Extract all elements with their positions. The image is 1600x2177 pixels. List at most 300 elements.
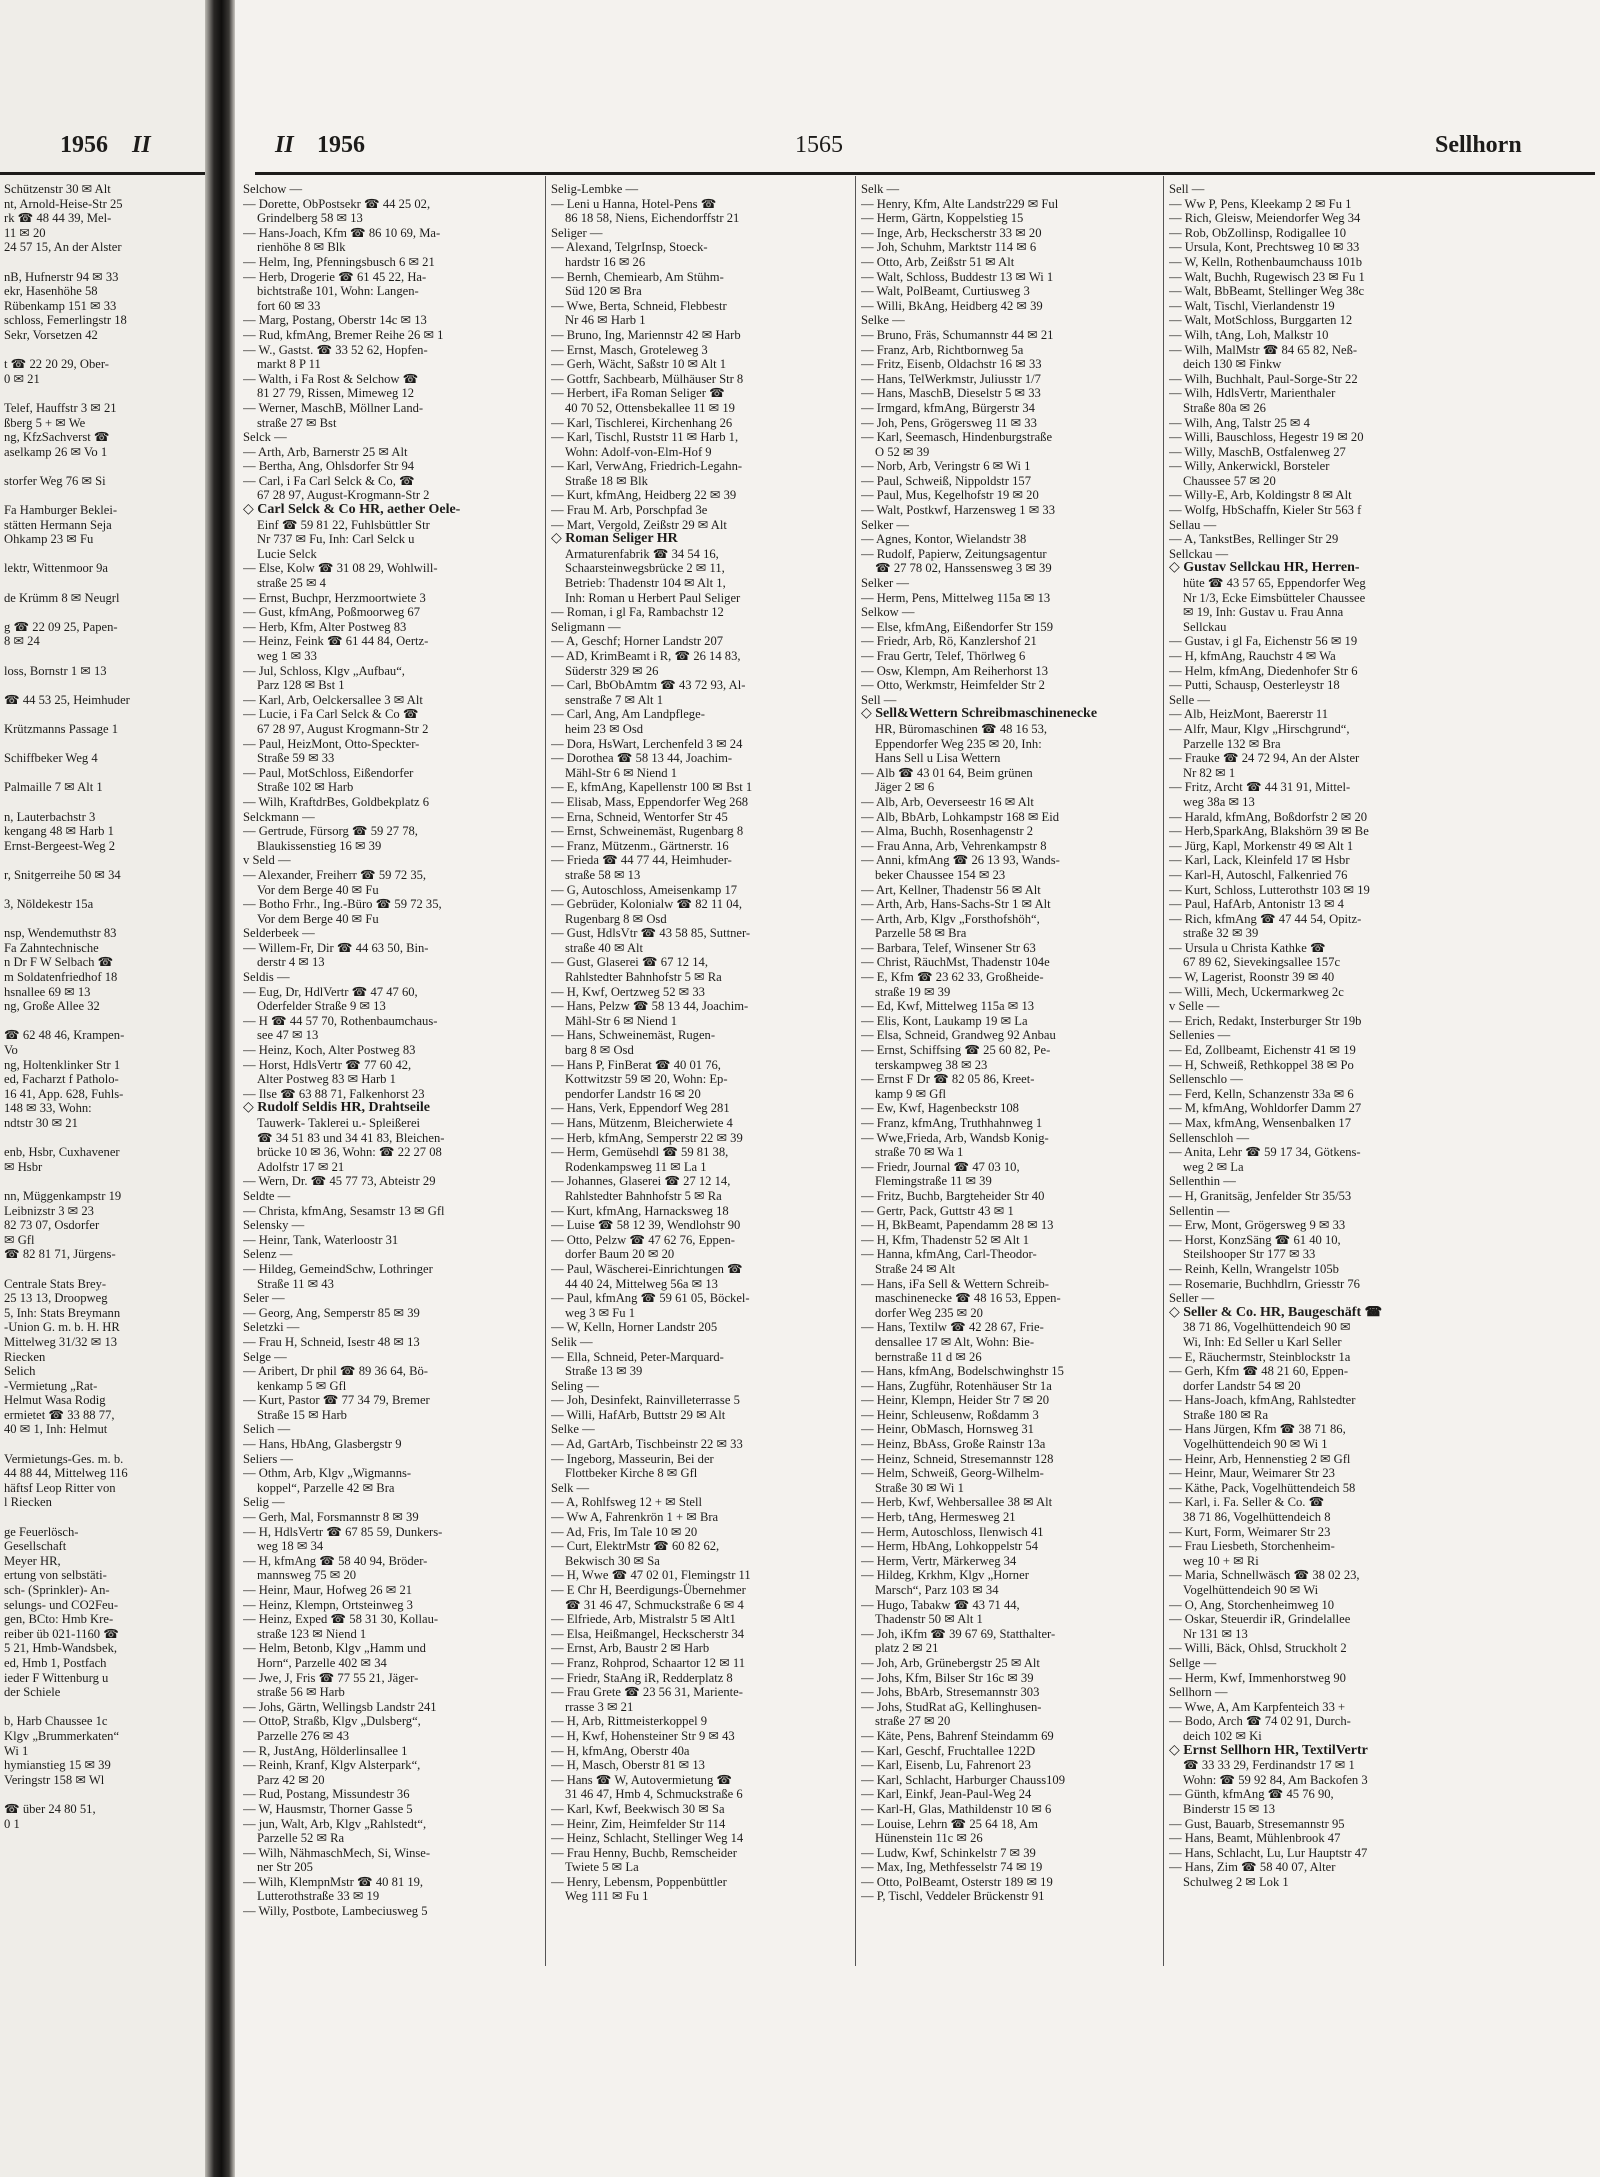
left-text-line: 8 ✉ 24	[4, 634, 40, 649]
column-separator	[1163, 176, 1164, 1966]
left-text-line	[4, 707, 204, 722]
directory-entry-line: — Frau Anna, Arb, Vehrenkampstr 8	[861, 838, 1047, 853]
directory-entry-line: — H, Granitsäg, Jenfelder Str 35/53	[1169, 1188, 1352, 1203]
directory-entry-line: — Herb, Drogerie ☎ 61 45 22, Ha-	[243, 269, 427, 284]
left-text-line: 40 ✉ 1, Inh: Helmut	[4, 1422, 108, 1437]
left-text-line: 148 ✉ 33, Wohn:	[4, 1101, 92, 1116]
directory-entry-line: — H, kfmAng, Rauchstr 4 ✉ Wa	[1169, 649, 1336, 663]
directory-entry-line: — Alfr, Maur, Klgv „Hirschgrund“,	[1169, 721, 1350, 736]
directory-entry-line: koppel“, Parzelle 42 ✉ Bra	[257, 1480, 395, 1495]
directory-entry-line: Weg 111 ✉ Fu 1	[565, 1889, 649, 1904]
directory-entry-line: — Karl, Kwf, Beekwisch 30 ✉ Sa	[551, 1801, 725, 1816]
directory-entry-line: — Frieda ☎ 44 77 44, Heimhuder-	[551, 853, 732, 868]
directory-entry-line: dorfer Landstr 54 ✉ 20	[1183, 1378, 1301, 1393]
directory-entry-line: — Heinz, BbAss, Große Rainstr 13a	[861, 1437, 1046, 1452]
directory-entry-line: deich 130 ✉ Finkw	[1183, 357, 1282, 372]
directory-entry-line: Sellge —	[1169, 1655, 1217, 1670]
directory-entry-line: Adolfstr 17 ✉ 21	[257, 1159, 345, 1174]
directory-entry-line: — E, Räuchermstr, Steinblockstr 1a	[1169, 1349, 1351, 1364]
directory-entry-line: — Curt, ElektrMstr ☎ 60 82 62,	[551, 1539, 720, 1554]
directory-entry-line: — Willem-Fr, Dir ☎ 44 63 50, Bin-	[243, 940, 429, 955]
left-text-line	[4, 1174, 204, 1189]
left-text-line: Mittelweg 31/32 ✉ 13	[4, 1334, 118, 1349]
directory-entry-line: — Wilh, tAng, Loh, Malkstr 10	[1169, 327, 1329, 342]
directory-entry-line: — Louise, Lehrn ☎ 25 64 18, Am	[861, 1816, 1038, 1831]
directory-entry-line: ☎ 33 33 29, Ferdinandstr 17 ✉ 1	[1183, 1758, 1355, 1773]
directory-entry-line: Schulweg 2 ✉ Lok 1	[1183, 1874, 1289, 1889]
directory-entry-line: — Maria, Schnellwäsch ☎ 38 02 23,	[1169, 1568, 1360, 1583]
directory-entry-line: — Franz, Arb, Richtbornweg 5a	[861, 342, 1024, 357]
directory-entry-line: Sell —	[1169, 182, 1205, 196]
directory-entry-line: — E Chr H, Beerdigungs-Übernehmer	[551, 1583, 746, 1597]
directory-entry-line: — Otto, Arb, Zeißstr 51 ✉ Alt	[861, 254, 1015, 269]
directory-entry-line: — Wilh, KraftdrBes, Goldbekplatz 6	[243, 794, 430, 809]
directory-entry-line: — Hans, Schweinemäst, Rugen-	[551, 1028, 716, 1043]
directory-entry-line: — Hans P, FinBerat ☎ 40 01 76,	[551, 1057, 721, 1072]
directory-entry-line: Seller —	[1169, 1291, 1215, 1306]
directory-entry-line: Parzelle 132 ✉ Bra	[1183, 736, 1281, 751]
directory-entry-line: — Herb, Kfm, Alter Postweg 83	[243, 619, 407, 634]
directory-entry-line: dorfer Baum 20 ✉ 20	[565, 1247, 675, 1262]
directory-entry-line: densallee 17 ✉ Alt, Wohn: Bie-	[875, 1334, 1035, 1349]
directory-entry-line: — Ernst F Dr ☎ 82 05 86, Kreet-	[861, 1072, 1035, 1087]
directory-entry-line: — Helm, kfmAng, Diedenhofer Str 6	[1169, 663, 1358, 678]
directory-entry-line: — Luise ☎ 58 12 39, Wendlohstr 90	[551, 1218, 741, 1233]
directory-entry-line: Nr 46 ✉ Harb 1	[565, 313, 646, 328]
directory-entry-line: — Herb, Kwf, Wehbersallee 38 ✉ Alt	[861, 1495, 1053, 1510]
directory-entry-line: — Ernst, Arb, Baustr 2 ✉ Harb	[551, 1641, 710, 1656]
directory-entry-line: — Friedr, StaAng iR, Redderplatz 8	[551, 1670, 733, 1685]
directory-entry-line: Sellentin —	[1169, 1203, 1230, 1218]
directory-entry-line: — Herb, kfmAng, Semperstr 22 ✉ 39	[551, 1130, 743, 1145]
directory-entry-line: Selig —	[243, 1495, 285, 1510]
directory-entry-line: — Henry, Kfm, Alte Landstr229 ✉ Ful	[861, 196, 1059, 211]
directory-entry-line: — Kurt, kfmAng, Heidberg 22 ✉ 39	[551, 488, 737, 503]
left-text-line: g ☎ 22 09 25, Papen-	[4, 619, 118, 634]
directory-entry-line: kamp 9 ✉ Gfl	[875, 1086, 947, 1101]
directory-entry-line: — E, kfmAng, Kapellenstr 100 ✉ Bst 1	[551, 780, 753, 795]
directory-entry-line: — Ad, Fris, Im Tale 10 ✉ 20	[551, 1524, 698, 1539]
left-text-line: 5, Inh: Stats Breymann	[4, 1305, 121, 1320]
directory-entry-line: — Heinz, Exped ☎ 58 31 30, Kollau-	[243, 1612, 439, 1627]
directory-entry-line: — Hildeg, Krkhm, Klgv „Horner	[861, 1568, 1029, 1583]
directory-entry-line: — Oskar, Steuerdir iR, Grindelallee	[1169, 1612, 1351, 1627]
directory-entry-line: Thadenstr 50 ✉ Alt 1	[875, 1612, 983, 1627]
directory-entry-line: — Horst, KonzSäng ☎ 61 40 10,	[1169, 1232, 1341, 1247]
directory-entry-line: — AD, KrimBeamt i R, ☎ 26 14 83,	[551, 649, 741, 663]
column-2	[551, 182, 851, 1904]
directory-entry-line: — Ursula, Kont, Prechtsweg 10 ✉ 33	[1169, 240, 1360, 255]
directory-entry-line: ◇ Sell&Wettern Schreibmaschinenecke	[861, 707, 1098, 722]
left-text-line	[4, 883, 204, 898]
directory-entry-line: Mähl-Str 6 ✉ Niend 1	[565, 765, 677, 780]
directory-entry-line: — Frau H, Schneid, Isestr 48 ✉ 13	[243, 1334, 420, 1349]
directory-entry-line: — Kurt, Schloss, Lutterothstr 103 ✉ 19	[1169, 882, 1370, 897]
directory-entry-line: — Karl, Einkf, Jean-Paul-Weg 24	[861, 1787, 1032, 1802]
directory-entry-line: — Herm, HbAng, Lohkoppelstr 54	[861, 1539, 1038, 1554]
directory-entry-line: Rahlstedter Bahnhofstr 5 ✉ Ra	[565, 1188, 722, 1203]
directory-entry-line: — Carl, Ang, Am Landpflege-	[551, 707, 705, 722]
directory-entry-line: Betrieb: Thadenstr 104 ✉ Alt 1,	[565, 576, 726, 591]
directory-entry-line: — Ed, Kwf, Mittelweg 115a ✉ 13	[861, 999, 1035, 1014]
directory-entry-line: — Carl, i Fa Carl Selck & Co, ☎	[243, 473, 415, 488]
page-number: 1565	[795, 132, 843, 158]
directory-entry-line: — Hans, Textilw ☎ 42 28 67, Frie-	[861, 1320, 1044, 1335]
left-text-line: Vermietungs-Ges. m. b.	[4, 1451, 124, 1466]
left-text-line: ekr, Hasenhöhe 58	[4, 284, 98, 299]
directory-entry-line: Selchow —	[243, 182, 303, 196]
directory-entry-line: — Ww A, Fahrenkrön 1 + ✉ Bra	[551, 1510, 719, 1525]
directory-entry-line: — Jürg, Kapl, Morkenstr 49 ✉ Alt 1	[1169, 838, 1354, 853]
directory-entry-line: — Gust, Glaserei ☎ 67 12 14,	[551, 955, 708, 970]
directory-entry-line: — Else, Kolw ☎ 31 08 29, Wohlwill-	[243, 561, 438, 576]
left-text-line: Ernst-Bergeest-Weg 2	[4, 838, 116, 853]
directory-entry-line: — Werner, MaschB, Möllner Land-	[243, 400, 424, 415]
directory-entry-line: — Willi, BkAng, Heidberg 42 ✉ 39	[861, 298, 1043, 313]
directory-entry-line: — Walt, MotSchloss, Burggarten 12	[1169, 313, 1353, 328]
directory-entry-line: — Alma, Buchh, Rosenhagenstr 2	[861, 824, 1034, 839]
directory-entry-line: — Wwe,Frieda, Arb, Wandsb Konig-	[861, 1130, 1049, 1145]
directory-entry-line: — Hans Jürgen, Kfm ☎ 38 71 86,	[1169, 1422, 1346, 1437]
directory-entry-line: Straße 59 ✉ 33	[257, 751, 335, 766]
directory-entry-line: — Heinz, Feink ☎ 61 44 84, Oertz-	[243, 634, 429, 649]
left-text-line: ☎ über 24 80 51,	[4, 1801, 96, 1816]
header-name: Sellhorn	[1435, 132, 1522, 158]
left-text-line: aselkamp 26 ✉ Vo 1	[4, 444, 108, 459]
directory-entry-line: — Ernst, Buchpr, Herzmoortwiete 3	[243, 590, 426, 605]
directory-entry-line: — Walt, PolBeamt, Curtiusweg 3	[861, 284, 1030, 299]
header-roman: II	[275, 132, 294, 158]
directory-entry-line: mannsweg 75 ✉ 20	[257, 1568, 357, 1583]
directory-entry-line: — P, Tischl, Veddeler Brückenstr 91	[861, 1889, 1045, 1904]
directory-entry-line: 31 46 47, Hmb 4, Schmuckstraße 6	[565, 1787, 743, 1802]
directory-entry-line: — Wilh, Buchhalt, Paul-Sorge-Str 22	[1169, 371, 1358, 386]
directory-entry-line: — Kurt, Form, Weimarer Str 23	[1169, 1524, 1331, 1539]
directory-entry-line: — Elsa, Schneid, Grandweg 92 Anbau	[861, 1028, 1056, 1043]
directory-entry-line: — Gust, Bauarb, Stresemannstr 95	[1169, 1816, 1345, 1831]
left-text-line: hymianstieg 15 ✉ 39	[4, 1758, 111, 1773]
directory-entry-line: — H, HdlsVertr ☎ 67 85 59, Dunkers-	[243, 1524, 443, 1539]
directory-entry-line: — H ☎ 44 57 70, Rothenbaumchaus-	[243, 1013, 438, 1028]
directory-entry-line: — Anni, kfmAng ☎ 26 13 93, Wands-	[861, 853, 1060, 868]
left-text-line: Sekr, Vorsetzen 42	[4, 327, 98, 342]
left-text-line	[4, 1787, 204, 1802]
directory-entry-line: — Anita, Lehr ☎ 59 17 34, Götkens-	[1169, 1145, 1361, 1160]
directory-entry-line: — Arth, Arb, Barnerstr 25 ✉ Alt	[243, 444, 408, 459]
left-text-line: loss, Bornstr 1 ✉ 13	[4, 663, 107, 678]
column-1	[243, 182, 541, 1919]
left-text-line: ge Feuerlösch-	[4, 1524, 79, 1539]
directory-entry-line: — Johannes, Glaserei ☎ 27 12 14,	[551, 1174, 731, 1189]
left-text-line: 25 13 13, Droopweg	[4, 1291, 108, 1306]
directory-entry-line: — Wilh, NähmaschMech, Si, Winse-	[243, 1845, 431, 1860]
directory-entry-line: — Karl, Arb, Oelckersallee 3 ✉ Alt	[243, 692, 423, 707]
left-text-line: 82 73 07, Osdorfer	[4, 1218, 100, 1233]
directory-entry-line: — H, Schweiß, Rethkoppel 38 ✉ Po	[1169, 1057, 1354, 1072]
directory-entry-line: Süderstr 329 ✉ 26	[565, 663, 659, 678]
directory-entry-line: Selderbeek —	[243, 926, 315, 941]
directory-entry-line: — Willi, HafArb, Buttstr 29 ✉ Alt	[551, 1407, 726, 1422]
directory-entry-line: Sellenschloh —	[1169, 1130, 1250, 1145]
directory-entry-line: — Barbara, Telef, Winsener Str 63	[861, 940, 1036, 955]
left-text-line: storfer Weg 76 ✉ Si	[4, 473, 106, 488]
directory-entry-line: — Ww P, Pens, Kleekamp 2 ✉ Fu 1	[1169, 196, 1352, 211]
directory-entry-line: — Erna, Schneid, Wentorfer Str 45	[551, 809, 728, 824]
directory-entry-line: — Heinz, Koch, Alter Postweg 83	[243, 1043, 416, 1058]
directory-entry-line: — Else, kfmAng, Eißendorfer Str 159	[861, 619, 1054, 634]
directory-entry-line: — Paul, MotSchloss, Eißendorfer	[243, 765, 414, 780]
directory-entry-line: Blaukissenstieg 16 ✉ 39	[257, 838, 382, 853]
directory-entry-line: — Fritz, Eisenb, Oldachstr 16 ✉ 33	[861, 357, 1042, 372]
directory-entry-line: — Paul, Schweiß, Nippoldstr 157	[861, 473, 1032, 488]
directory-entry-line: weg 18 ✉ 34	[257, 1539, 324, 1554]
left-text-line: Wi 1	[4, 1743, 29, 1758]
directory-entry-line: — Jul, Schloss, Klgv „Aufbau“,	[243, 663, 405, 678]
directory-entry-line: Selk —	[551, 1480, 590, 1495]
directory-entry-line: — Alb, BbArb, Lohkampstr 168 ✉ Eid	[861, 809, 1060, 824]
directory-entry-line: — Herm, Vertr, Märkerweg 34	[861, 1553, 1017, 1568]
directory-entry-line: — Walt, Buchh, Rugewisch 23 ✉ Fu 1	[1169, 269, 1365, 284]
directory-entry-line: — Rud, kfmAng, Bremer Reihe 26 ✉ 1	[243, 327, 444, 342]
directory-entry-line: Inh: Roman u Herbert Paul Seliger	[565, 590, 741, 605]
directory-entry-line: Binderstr 15 ✉ 13	[1183, 1801, 1276, 1816]
directory-entry-line: — Erich, Redakt, Insterburger Str 19b	[1169, 1013, 1362, 1028]
directory-entry-line: — W, Hausmstr, Thorner Gasse 5	[243, 1801, 413, 1816]
directory-entry-line: — Karl, VerwAng, Friedrich-Legahn-	[551, 459, 743, 474]
directory-entry-line: Straße 15 ✉ Harb	[257, 1407, 347, 1422]
directory-entry-line: kenkamp 5 ✉ Gfl	[257, 1378, 347, 1393]
left-header-roman: II	[132, 132, 151, 158]
directory-entry-line: Flemingstraße 11 ✉ 39	[875, 1174, 992, 1189]
directory-entry-line: bernstraße 11 d ✉ 26	[875, 1349, 982, 1364]
directory-entry-line: Chaussee 57 ✉ 20	[1183, 473, 1276, 488]
directory-entry-line: — Paul, HeizMont, Otto-Speckter-	[243, 736, 420, 751]
directory-entry-line: — Ernst, Schiffsing ☎ 25 60 82, Pe-	[861, 1043, 1051, 1058]
directory-entry-line: senstraße 7 ✉ Alt 1	[565, 692, 663, 707]
directory-entry-line: weg 38a ✉ 13	[1183, 794, 1255, 809]
directory-entry-line: — Franz, kfmAng, Truthhahnweg 1	[861, 1116, 1043, 1130]
directory-entry-line: — Walth, i Fa Rost & Selchow ☎	[243, 371, 419, 386]
directory-entry-line: — Wilh, MalMstr ☎ 84 65 82, Neß-	[1169, 342, 1358, 357]
directory-entry-line: straße 58 ✉ 13	[565, 867, 641, 882]
directory-entry-line: — Hans, Zim ☎ 58 40 07, Alter	[1169, 1860, 1336, 1875]
directory-entry-line: — Osw, Klempn, Am Reiherhorst 13	[861, 663, 1049, 678]
directory-entry-line: Selig-Lembke —	[551, 182, 639, 196]
left-text-line	[4, 547, 204, 562]
directory-entry-line: — Hans, Schlacht, Lu, Lur Hauptstr 47	[1169, 1845, 1368, 1860]
directory-entry-line: Sellhorn —	[1169, 1685, 1228, 1700]
directory-entry-line: 40 70 52, Ottensbekallee 11 ✉ 19	[565, 400, 735, 415]
left-text-line: Vo	[4, 1043, 18, 1058]
directory-entry-line: — Elis, Kont, Laukamp 19 ✉ La	[861, 1013, 1028, 1028]
directory-entry-line: Straße 102 ✉ Harb	[257, 780, 354, 795]
directory-entry-line: — Hans-Joach, Kfm ☎ 86 10 69, Ma-	[243, 225, 441, 240]
directory-entry-line: — Herb, tAng, Hermesweg 21	[861, 1510, 1016, 1525]
left-text-line	[4, 912, 204, 927]
directory-entry-line: Sell —	[861, 692, 897, 707]
directory-entry-line: — Johs, Kfm, Bilser Str 16c ✉ 39	[861, 1670, 1034, 1685]
directory-entry-line: deich 102 ✉ Ki	[1183, 1728, 1262, 1743]
directory-entry-line: — Paul, Wäscherei-Einrichtungen ☎	[551, 1261, 743, 1276]
directory-entry-line: — Bernh, Chemiearb, Am Stühm-	[551, 269, 724, 284]
directory-entry-line: — H, Kfm, Thadenstr 52 ✉ Alt 1	[861, 1232, 1030, 1247]
directory-entry-line: platz 2 ✉ 21	[875, 1641, 939, 1656]
directory-entry-line: — Alb ☎ 43 01 64, Beim grünen	[861, 765, 1033, 780]
directory-entry-line: straße 19 ✉ 39	[875, 984, 951, 999]
directory-entry-line: — Frau Liesbeth, Storchenheim-	[1169, 1539, 1335, 1554]
directory-entry-line: ☎ 31 46 47, Schmuckstraße 6 ✉ 4	[565, 1597, 744, 1612]
directory-entry-line: — A, Rohlfsweg 12 + ✉ Stell	[551, 1495, 702, 1510]
left-text-line: hsnallee 69 ✉ 13	[4, 984, 91, 999]
directory-entry-line: — Johs, StudRat aG, Kellinghusen-	[861, 1699, 1042, 1714]
left-text-line: Leibnizstr 3 ✉ 23	[4, 1203, 94, 1218]
directory-entry-line: — Erw, Mont, Grögersweg 9 ✉ 33	[1169, 1218, 1346, 1233]
directory-entry-line: — Reinh, Kranf, Klgv Alsterpark“,	[243, 1758, 421, 1773]
left-text-line: ermietet ☎ 33 88 77,	[4, 1407, 115, 1422]
directory-entry-line: — Helm, Betonb, Klgv „Hamm und	[243, 1641, 426, 1656]
directory-entry-line: — Willi, Bäck, Ohlsd, Struckholt 2	[1169, 1641, 1347, 1656]
directory-entry-line: see 47 ✉ 13	[257, 1028, 319, 1043]
directory-entry-line: — Fritz, Buchb, Bargteheider Str 40	[861, 1188, 1045, 1203]
directory-entry-line: derstr 4 ✉ 13	[257, 955, 325, 970]
directory-entry-line: — Käte, Pens, Bahrenf Steindamm 69	[861, 1728, 1054, 1743]
directory-entry-line: — Gustav, i gl Fa, Eichenstr 56 ✉ 19	[1169, 634, 1358, 649]
directory-entry-line: — OttoP, Straßb, Klgv „Dulsberg“,	[243, 1714, 421, 1729]
left-text-line: Rübenkamp 151 ✉ 33	[4, 298, 117, 313]
directory-entry-line: Selk —	[861, 182, 900, 196]
directory-entry-line: — Herm, Gemüsehdl ☎ 59 81 38,	[551, 1145, 729, 1160]
directory-entry-line: Grindelberg 58 ✉ 13	[257, 211, 363, 226]
book-gutter	[205, 0, 235, 2177]
left-text-line: der Schiele	[4, 1685, 61, 1700]
directory-entry-line: — W, Kelln, Horner Landstr 205	[551, 1320, 718, 1335]
directory-entry-line: ner Str 205	[257, 1860, 313, 1875]
left-text-line: lektr, Wittenmoor 9a	[4, 561, 109, 576]
directory-entry-line: — Ingeborg, Masseurin, Bei der	[551, 1451, 714, 1466]
directory-entry-line: — Gerh, Mal, Forsmannstr 8 ✉ 39	[243, 1510, 419, 1525]
directory-entry-line: — Frau Gertr, Telef, Thörlweg 6	[861, 649, 1026, 663]
directory-entry-line: — Heinz, Schlacht, Stellinger Weg 14	[551, 1831, 744, 1846]
directory-entry-line: Wohn: ☎ 59 92 84, Am Backofen 3	[1183, 1772, 1368, 1787]
directory-entry-line: — Ursula u Christa Kathke ☎	[1169, 940, 1326, 955]
directory-entry-line: — Ferd, Kelln, Schanzenstr 33a ✉ 6	[1169, 1086, 1354, 1101]
directory-entry-line: — Joh, iKfm ☎ 39 67 69, Statthalter-	[861, 1626, 1056, 1641]
directory-entry-line: Jäger 2 ✉ 6	[875, 780, 935, 795]
directory-entry-line: — Franz, Rohprod, Schaartor 12 ✉ 11	[551, 1655, 746, 1670]
directory-entry-line: Rugenbarg 8 ✉ Osd	[565, 911, 667, 926]
directory-entry-line: straße 123 ✉ Niend 1	[257, 1626, 367, 1641]
left-text-line: 16 41, App. 628, Fuhls-	[4, 1086, 124, 1101]
directory-entry-line: Selenz —	[243, 1247, 293, 1262]
directory-entry-line: — Bodo, Arch ☎ 74 02 91, Durch-	[1169, 1714, 1351, 1729]
left-text-line: ✉ Hsbr	[4, 1159, 43, 1174]
directory-entry-line: — Otto, Werkmstr, Heimfelder Str 2	[861, 678, 1045, 693]
directory-entry-line: ◇ Seller & Co. HR, Baugeschäft ☎	[1169, 1305, 1383, 1320]
directory-entry-line: — Dorothea ☎ 58 13 44, Joachim-	[551, 751, 733, 766]
directory-entry-line: — H, Kwf, Oertzweg 52 ✉ 33	[551, 984, 705, 999]
left-text-line	[4, 1014, 204, 1029]
directory-entry-line: — Agnes, Kontor, Wielandstr 38	[861, 532, 1027, 547]
directory-entry-line: — Willy, Ankerwickl, Borsteler	[1169, 459, 1330, 474]
directory-entry-line: v Seld —	[243, 853, 291, 868]
directory-entry-line: — Karl-H, Glas, Mathildenstr 10 ✉ 6	[861, 1801, 1052, 1816]
directory-entry-line: — Willi, Mech, Uckermarkweg 2c	[1169, 984, 1344, 999]
left-text-line: Meyer HR,	[4, 1553, 61, 1568]
directory-entry-line: Wi, Inh: Ed Seller u Karl Seller	[1183, 1334, 1342, 1349]
directory-entry-line: — Wwe, A, Am Karpfenteich 33 +	[1169, 1699, 1346, 1714]
directory-entry-line: Lutterothstraße 33 ✉ 19	[257, 1889, 380, 1904]
directory-entry-line: Vor dem Berge 40 ✉ Fu	[257, 911, 379, 926]
left-text-line: ✉ Gfl	[4, 1232, 35, 1247]
left-text-line: ng, KfzSachverst ☎	[4, 430, 110, 445]
left-text-line: selungs- und CO2Feu-	[4, 1597, 119, 1612]
left-text-line: Helmut Wasa Rodig	[4, 1393, 106, 1408]
directory-entry-line: 67 89 62, Sievekingsallee 157c	[1183, 955, 1341, 970]
directory-entry-line: Selker —	[861, 517, 909, 532]
right-page	[235, 0, 1600, 2177]
directory-entry-line: Steilshooper Str 177 ✉ 33	[1183, 1247, 1316, 1262]
directory-entry-line: — Gerh, Wächt, Saßstr 10 ✉ Alt 1	[551, 357, 727, 372]
directory-entry-line: — Ella, Schneid, Peter-Marquard-	[551, 1349, 724, 1364]
directory-entry-line: straße 32 ✉ 39	[1183, 926, 1259, 941]
directory-entry-line: — Karl, Tischl, Ruststr 11 ✉ Harb 1,	[551, 430, 739, 445]
directory-entry-line: — Willi, Bauschloss, Hegestr 19 ✉ 20	[1169, 430, 1364, 445]
directory-entry-line: Selge —	[243, 1349, 287, 1364]
directory-entry-line: ◇ Carl Selck & Co HR, aether Oele-	[243, 503, 461, 518]
left-text-line: schloss, Femerlingstr 18	[4, 313, 127, 328]
directory-entry-line: — Hans, Zugführ, Rotenhäuser Str 1a	[861, 1378, 1052, 1393]
left-text-line	[4, 1510, 204, 1525]
directory-entry-line: — Hans, iFa Sell & Wettern Schreib-	[861, 1276, 1049, 1291]
directory-entry-line: — Franz, Mützenm., Gärtnerstr. 16	[551, 838, 729, 853]
left-text-line	[4, 605, 204, 620]
left-text-line	[4, 1262, 204, 1277]
left-text-line: nB, Hufnerstr 94 ✉ 33	[4, 269, 119, 284]
directory-entry-line: — Karl, Schlacht, Harburger Chauss109	[861, 1772, 1066, 1787]
directory-entry-line: weg 2 ✉ La	[1183, 1159, 1244, 1174]
directory-entry-line: — Art, Kellner, Thadenstr 56 ✉ Alt	[861, 882, 1041, 897]
left-text-line: ☎ 62 48 46, Krampen-	[4, 1028, 125, 1043]
directory-entry-line: — Frauke ☎ 24 72 94, An der Alster	[1169, 751, 1360, 766]
directory-entry-line: — A, Geschf; Horner Landstr 207	[551, 634, 724, 649]
directory-entry-line: — Friedr, Arb, Rö, Kanzlershof 21	[861, 634, 1037, 649]
directory-entry-line: — Ed, Zollbeamt, Eichenstr 41 ✉ 19	[1169, 1043, 1356, 1058]
directory-entry-line: — Othm, Arb, Klgv „Wigmanns-	[243, 1466, 412, 1481]
directory-entry-line: rrasse 3 ✉ 21	[565, 1699, 634, 1714]
left-text-line	[4, 576, 204, 591]
left-text-line: 3, Nöldekestr 15a	[4, 897, 94, 912]
directory-entry-line: — Friedr, Journal ☎ 47 03 10,	[861, 1159, 1020, 1174]
directory-entry-line: — Max, Ing, Methfesselstr 74 ✉ 19	[861, 1860, 1043, 1875]
directory-entry-line: Selkow —	[861, 605, 915, 620]
directory-entry-line: 86 18 58, Niens, Eichendorffstr 21	[565, 211, 740, 226]
left-text-line: gen, BCto: Hmb Kre-	[4, 1612, 114, 1627]
left-text-line: Veringstr 158 ✉ Wl	[4, 1772, 105, 1787]
directory-entry-line: barg 8 ✉ Osd	[565, 1043, 634, 1058]
left-text-line: t ☎ 22 20 29, Ober-	[4, 357, 109, 372]
directory-entry-line: — Rudolf, Papierw, Zeitungsagentur	[861, 546, 1047, 561]
directory-entry-line: — Hildeg, GemeindSchw, Lothringer	[243, 1261, 433, 1276]
left-text-line: Krützmanns Passage 1	[4, 721, 119, 736]
directory-entry-line: Rahlstedter Bahnhofstr 5 ✉ Ra	[565, 970, 722, 985]
directory-entry-line: — Rosemarie, Buchhdlrn, Griesstr 76	[1169, 1276, 1360, 1291]
directory-entry-line: ☎ 34 51 83 und 34 41 83, Bleichen-	[257, 1130, 445, 1145]
directory-entry-line: — Walt, Postkwf, Harzensweg 1 ✉ 33	[861, 503, 1055, 518]
directory-entry-line: — Heinz, Schneid, Stresemannstr 128	[861, 1451, 1054, 1466]
directory-entry-line: Straße 18 ✉ Blk	[565, 473, 648, 488]
directory-entry-line: — M, kfmAng, Wohldorfer Damm 27	[1169, 1101, 1362, 1116]
left-text-line: häftsf Leop Ritter von	[4, 1480, 116, 1495]
